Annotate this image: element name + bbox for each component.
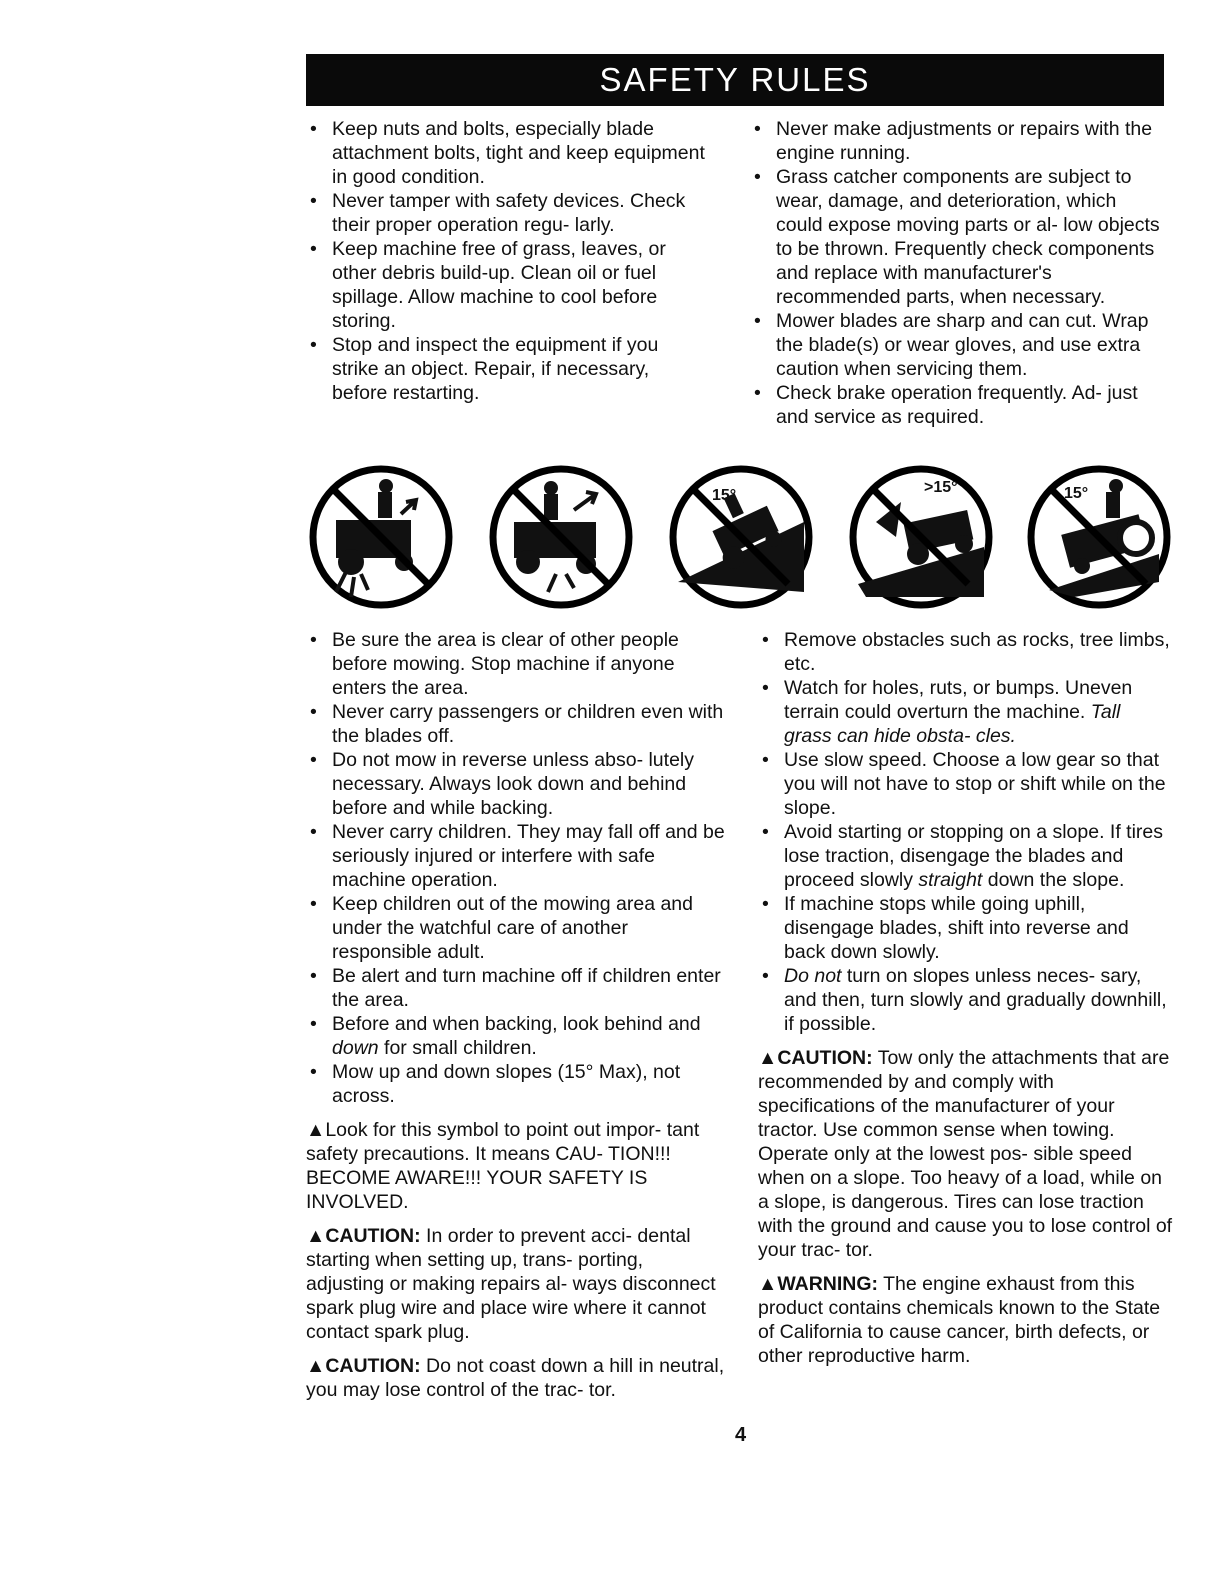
slope-angle-label: >15° [924,479,958,496]
list-item: • Avoid starting or stopping on a slope. If tires lose traction, disengage the blades and proceed slowly straight down the slope. [758,820,1173,892]
bottom-right-column [758,628,1173,1368]
list-item: • Grass catcher components are subject to wear, damage, and deterioration, which could expose moving parts or al- low objects to be thrown. Frequently check components and replace with manufacturer's recommended parts, when necessary. [750,165,1160,309]
no-steep-slope-15-icon [666,462,816,612]
list-item: • Watch for holes, ruts, or bumps. Uneven terrain could overturn the machine. Tall grass can hide obsta- cles. [758,676,1173,748]
list-item: • Keep nuts and bolts, especially blade attachment bolts, tight and keep equipment in good condition. [306,117,706,189]
top-right-column [750,117,1160,429]
slope-angle-label: 15° [1064,485,1089,502]
list-item: • Remove obstacles such as rocks, tree limbs, etc. [758,628,1173,676]
warning-triangle-icon: ▲ [758,1273,778,1295]
list-item: • Mow up and down slopes (15° Max), not across. [306,1060,726,1108]
list-item: • Never carry children. They may fall off and be seriously injured or interfere with safe machine operation. [306,820,726,892]
list-item: • Be sure the area is clear of other people before mowing. Stop machine if anyone enters the area. [306,628,726,700]
list-item: • Use slow speed. Choose a low gear so that you will not have to stop or shift while on the slope. [758,748,1173,820]
list-item: • Mower blades are sharp and can cut. Wrap the blade(s) or wear gloves, and use extra caution when servicing them. [750,309,1160,381]
list-item: • Never tamper with safety devices. Check their proper operation regu- larly. [306,189,706,237]
caution-note: ▲CAUTION: Tow only the attachments that are recommended by and comply with specifications of the manufacturer of your tractor. Use common sense when towing. Operate only at the lowest pos- sible speed when on a slope. Too heavy of a load, while on a slope, is dangerous. Tires can lose traction with the ground and cause you to lose control of your trac- tor. [758,1047,1173,1261]
list-item: • Never carry passengers or children even with the blades off. [306,700,726,748]
list-item: • Keep machine free of grass, leaves, or other debris build-up. Clean oil or fuel spillage. Allow machine to cool before storing. [306,237,706,333]
list-item: • Do not turn on slopes unless neces- sary, and then, turn slowly and gradually downhill, if possible. [758,964,1173,1036]
page-title: SAFETY RULES [306,54,1164,106]
warning-triangle-icon: ▲ [306,1225,326,1247]
list-item: • Never make adjustments or repairs with the engine running. [750,117,1160,165]
list-item: • Before and when backing, look behind and down for small children. [306,1012,726,1060]
warning-triangle-icon: ▲ [758,1047,778,1069]
warning-triangle-icon: ▲ [306,1355,326,1377]
page-number: 4 [735,1424,747,1446]
no-mowing-reverse-people-icon [486,462,636,612]
slope-over-15-icon [846,462,996,612]
list-item: • Check brake operation frequently. Ad- just and service as required. [750,381,1160,429]
bottom-left-column [306,628,726,1402]
symbol-note: ▲Look for this symbol to point out impor- tant safety precautions. It means CAU- TION!!! BECOME AWARE!!! YOUR SAFETY IS INVOLVED. [306,1119,700,1213]
list-item: • Do not mow in reverse unless abso- lutely necessary. Always look down and behind before and while backing. [306,748,726,820]
slope-angle-label: 15° [712,487,737,504]
caution-note: ▲CAUTION: Do not coast down a hill in neutral, you may lose control of the trac- tor. [306,1355,725,1401]
no-mowing-forward-people-icon [306,462,456,612]
list-item: • Keep children out of the mowing area and under the watchful care of another responsible adult. [306,892,726,964]
safety-pictograms [306,462,1174,612]
caution-note: ▲CAUTION: In order to prevent acci- dental starting when setting up, trans- porting, adjusting or making repairs al- ways disconnect spark plug wire and place wire where it cannot contact spark plug. [306,1225,716,1343]
warning-note: ▲WARNING: The engine exhaust from this product contains chemicals known to the State of California to cause cancer, birth defects, or other reproductive harm. [758,1273,1161,1367]
top-left-column [306,117,706,405]
warning-triangle-icon: ▲ [306,1119,326,1141]
list-item: • Be alert and turn machine off if children enter the area. [306,964,726,1012]
no-sideways-slope-15-icon [1024,462,1174,612]
list-item: • Stop and inspect the equipment if you strike an object. Repair, if necessary, before restarting. [306,333,706,405]
list-item: • If machine stops while going uphill, disengage blades, shift into reverse and back down slowly. [758,892,1173,964]
